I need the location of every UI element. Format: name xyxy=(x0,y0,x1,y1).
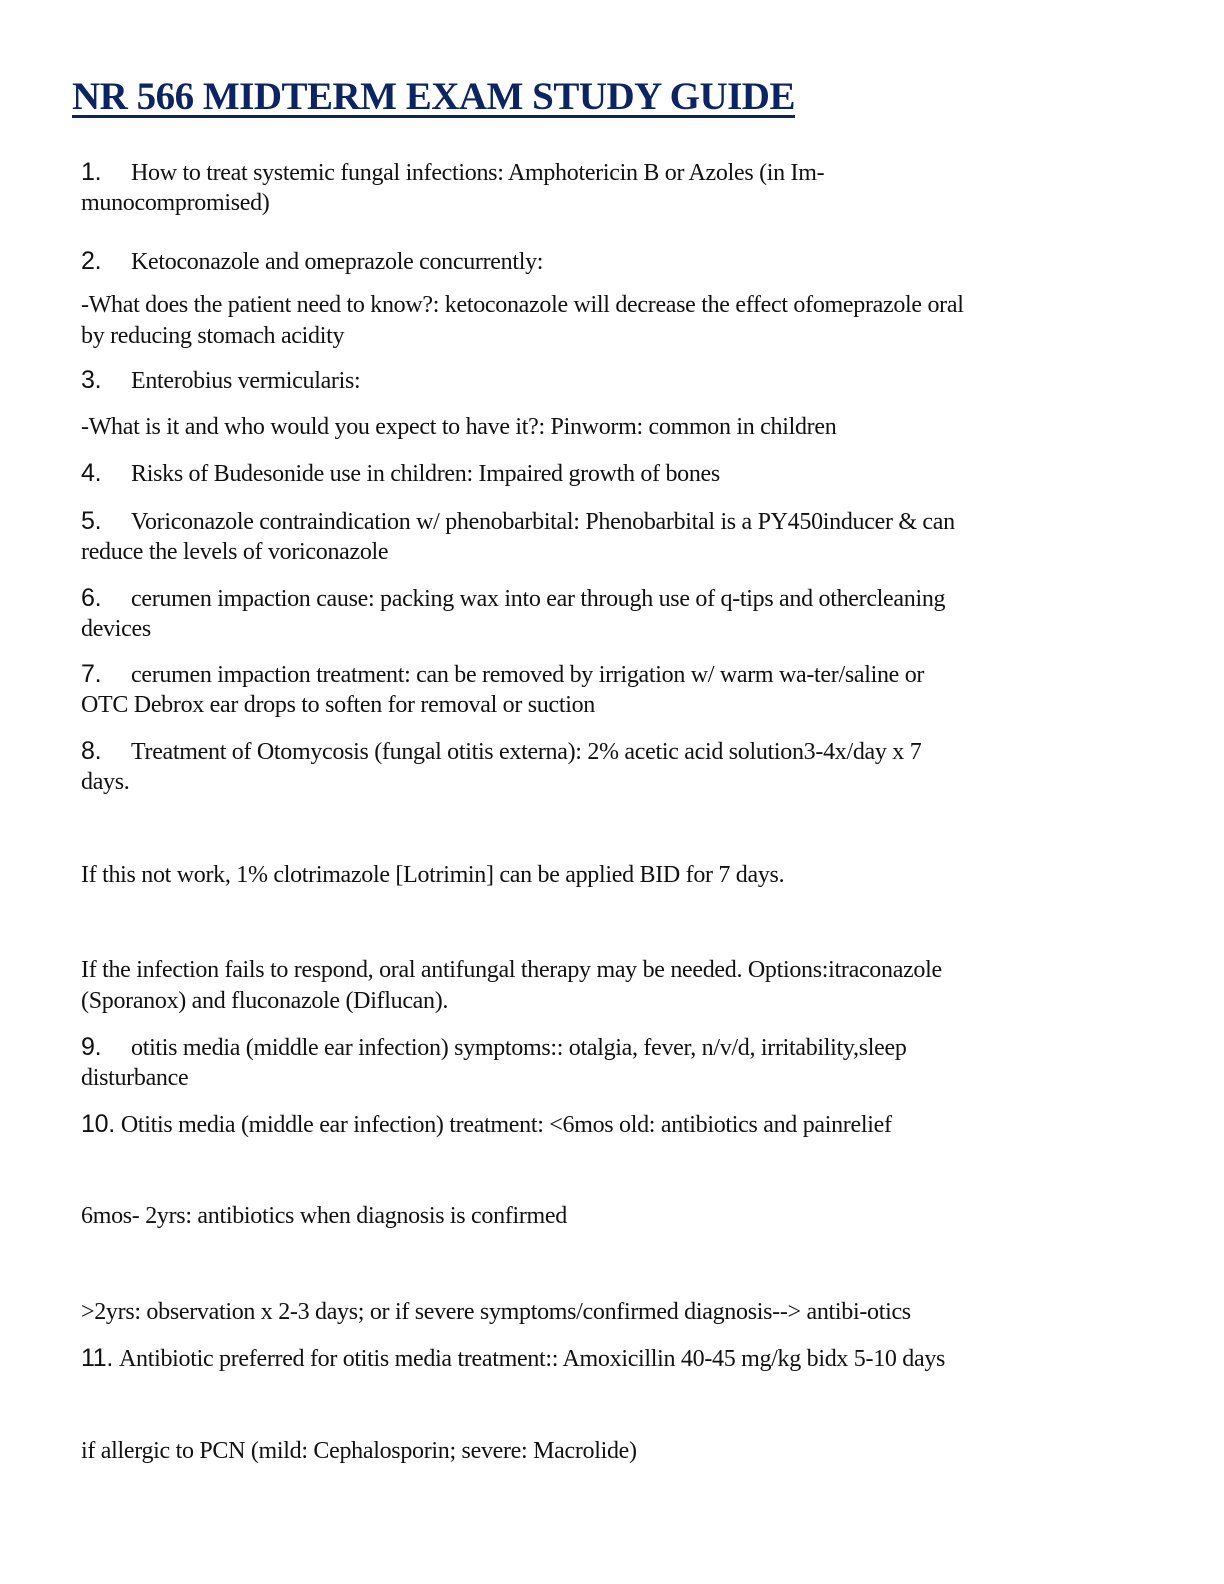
item-number: 9. xyxy=(81,1033,102,1061)
item-number: 11. xyxy=(81,1344,113,1372)
text-line xyxy=(81,955,942,985)
item-text: otitis media (middle ear infection) symptoms:: otalgia, fever, n/v/d, irritability,sleep xyxy=(131,1035,907,1061)
text-line xyxy=(81,614,151,644)
item-text: days. xyxy=(81,769,130,795)
item-text: if allergic to PCN (mild: Cephalosporin; severe: Macrolide) xyxy=(81,1438,637,1464)
item-number: 1. xyxy=(81,158,102,186)
item-text: devices xyxy=(81,616,151,642)
text-line xyxy=(81,860,784,890)
text-line xyxy=(81,767,130,797)
item-number: 2. xyxy=(81,247,102,275)
list-item xyxy=(81,659,924,690)
item-text: Voriconazole contraindication w/ phenobarbital: Phenobarbital is a PY450inducer & can xyxy=(131,509,955,535)
item-text: Risks of Budesonide use in children: Impaired growth of bones xyxy=(131,461,720,487)
list-item xyxy=(81,246,543,277)
list-item xyxy=(81,736,921,767)
text-line xyxy=(81,690,595,720)
item-number: 4. xyxy=(81,459,102,487)
item-text: disturbance xyxy=(81,1065,189,1091)
list-item xyxy=(81,506,955,537)
text-line xyxy=(81,290,964,320)
text-line xyxy=(81,321,344,351)
item-text: How to treat systemic fungal infections: Amphotericin B or Azoles (in Im- xyxy=(131,160,825,186)
list-item xyxy=(81,583,945,614)
text-line xyxy=(81,986,448,1016)
item-text: OTC Debrox ear drops to soften for removal or suction xyxy=(81,692,595,718)
item-number: 5. xyxy=(81,507,102,535)
text-line xyxy=(81,1063,188,1093)
item-number: 6. xyxy=(81,584,102,612)
item-number: 7. xyxy=(81,660,102,688)
item-number: 3. xyxy=(81,366,102,394)
item-text: Treatment of Otomycosis (fungal otitis externa): 2% acetic acid solution3-4x/day x 7 xyxy=(131,739,922,765)
list-item xyxy=(81,1032,907,1063)
item-text: -What does the patient need to know?: ketoconazole will decrease the effect ofomeprazole oral xyxy=(81,292,964,318)
text-line xyxy=(81,412,836,442)
item-text: cerumen impaction treatment: can be removed by irrigation w/ warm wa-ter/saline or xyxy=(131,662,925,688)
item-text: Enterobius vermicularis: xyxy=(131,368,361,394)
item-text: -What is it and who would you expect to have it?: Pinworm: common in children xyxy=(81,414,837,440)
item-text: by reducing stomach acidity xyxy=(81,323,345,349)
list-item xyxy=(81,458,720,489)
list-item xyxy=(81,365,360,396)
item-text: munocompromised) xyxy=(81,190,270,216)
item-text: 6mos- 2yrs: antibiotics when diagnosis is confirmed xyxy=(81,1203,567,1229)
item-text: reduce the levels of voriconazole xyxy=(81,539,389,565)
list-item xyxy=(81,1343,945,1374)
list-item xyxy=(81,1109,892,1140)
item-text: If the infection fails to respond, oral antifungal therapy may be needed. Options:itraconazole xyxy=(81,957,942,983)
item-text: Otitis media (middle ear infection) treatment: <6mos old: antibiotics and painrelief xyxy=(120,1112,892,1138)
page-title: NR 566 MIDTERM EXAM STUDY GUIDE xyxy=(72,75,795,118)
item-text: >2yrs: observation x 2-3 days; or if severe symptoms/confirmed diagnosis--> antibi-otics xyxy=(81,1299,911,1325)
item-number: 10. xyxy=(81,1110,115,1138)
text-line xyxy=(81,1201,567,1231)
list-item xyxy=(81,157,824,188)
item-text: (Sporanox) and fluconazole (Diflucan). xyxy=(81,988,449,1014)
text-line xyxy=(81,1436,637,1466)
item-text: If this not work, 1% clotrimazole [Lotrimin] can be applied BID for 7 days. xyxy=(81,862,785,888)
item-number: 8. xyxy=(81,737,102,765)
text-line xyxy=(81,1297,911,1327)
item-text: cerumen impaction cause: packing wax into ear through use of q-tips and othercleaning xyxy=(131,586,946,612)
text-line xyxy=(81,537,388,567)
item-text: Antibiotic preferred for otitis media treatment:: Amoxicillin 40-45 mg/kg bidx 5-10 days xyxy=(119,1346,946,1372)
item-text: Ketoconazole and omeprazole concurrently: xyxy=(131,249,544,275)
text-line xyxy=(81,188,270,218)
